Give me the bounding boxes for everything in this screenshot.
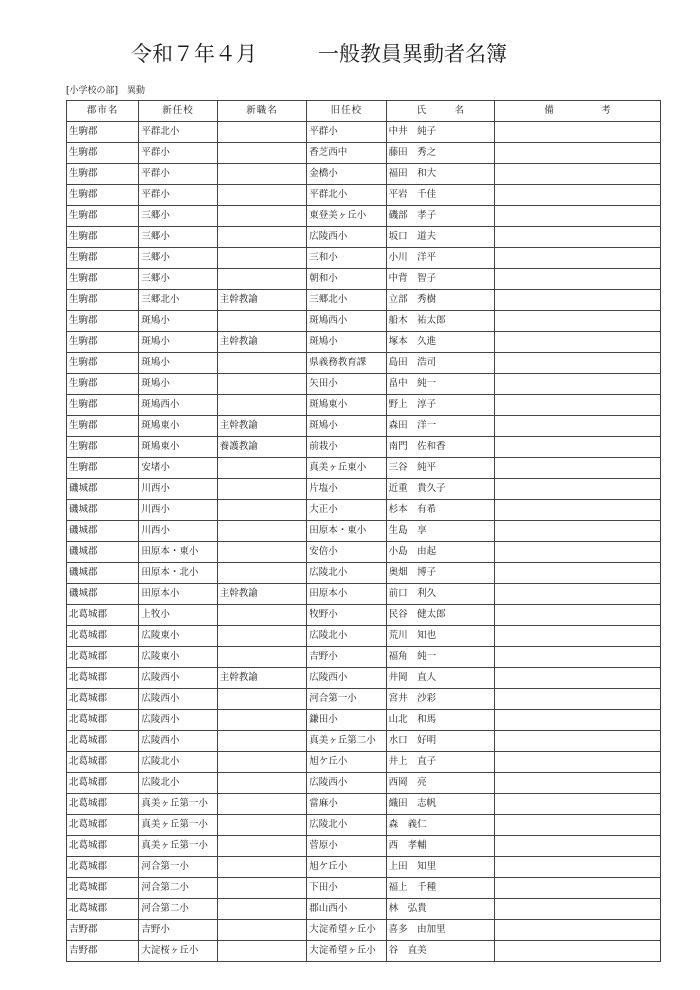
transfer-table (66, 100, 661, 962)
cell-new-school: 田原本小 (139, 584, 217, 605)
cell-district: 生駒郡 (67, 269, 139, 290)
cell-remarks (495, 689, 661, 710)
cell-new-school: 川西小 (139, 479, 217, 500)
cell-name: 福田 和大 (386, 164, 495, 185)
cell-name: 森田 洋一 (386, 416, 495, 437)
cell-name: 近重 貴久子 (386, 479, 495, 500)
cell-new-position (217, 794, 306, 815)
cell-new-position (217, 206, 306, 227)
cell-old-school: 鎌田小 (307, 710, 386, 731)
table-row (67, 353, 661, 374)
cell-old-school: 県義務教育課 (307, 353, 386, 374)
cell-old-school: 田原本小 (307, 584, 386, 605)
cell-remarks (495, 794, 661, 815)
cell-new-position (217, 122, 306, 143)
cell-new-position (217, 710, 306, 731)
cell-old-school: 當麻小 (307, 794, 386, 815)
cell-remarks (495, 269, 661, 290)
table-header-row (67, 101, 661, 122)
cell-new-school: 平群小 (139, 143, 217, 164)
cell-old-school: 平群小 (307, 122, 386, 143)
cell-new-position (217, 248, 306, 269)
cell-district: 生駒郡 (67, 122, 139, 143)
header-remarks: 備 考 (495, 101, 661, 122)
cell-new-position (217, 563, 306, 584)
table-row (67, 773, 661, 794)
cell-name: 織田 志帆 (386, 794, 495, 815)
cell-new-position: 主幹教諭 (217, 416, 306, 437)
cell-name: 林 弘貴 (386, 899, 495, 920)
cell-new-school: 斑鳩東小 (139, 416, 217, 437)
cell-new-position (217, 773, 306, 794)
cell-district: 生駒郡 (67, 353, 139, 374)
cell-district: 生駒郡 (67, 416, 139, 437)
cell-district: 生駒郡 (67, 311, 139, 332)
cell-old-school: 朝和小 (307, 269, 386, 290)
cell-new-school: 平群北小 (139, 122, 217, 143)
cell-old-school: 平群北小 (307, 185, 386, 206)
table-row (67, 143, 661, 164)
cell-new-position (217, 521, 306, 542)
table-row (67, 185, 661, 206)
cell-old-school: 金橋小 (307, 164, 386, 185)
table-row (67, 458, 661, 479)
cell-new-position (217, 185, 306, 206)
cell-new-school: 吉野小 (139, 920, 217, 941)
cell-new-position (217, 647, 306, 668)
table-row (67, 395, 661, 416)
cell-new-school: 上牧小 (139, 605, 217, 626)
cell-district: 北葛城郡 (67, 857, 139, 878)
cell-name: 西岡 亮 (386, 773, 495, 794)
cell-new-school: 真美ヶ丘第一小 (139, 815, 217, 836)
cell-old-school: 菅原小 (307, 836, 386, 857)
cell-name: 塚本 久進 (386, 332, 495, 353)
table-row (67, 857, 661, 878)
table-row (67, 899, 661, 920)
cell-old-school: 広陵北小 (307, 563, 386, 584)
table-row (67, 626, 661, 647)
table-row (67, 794, 661, 815)
cell-old-school: 広陵西小 (307, 227, 386, 248)
cell-name: 奥畑 博子 (386, 563, 495, 584)
cell-district: 吉野郡 (67, 941, 139, 962)
cell-name: 野上 淳子 (386, 395, 495, 416)
table-row (67, 836, 661, 857)
cell-old-school: 広陵西小 (307, 668, 386, 689)
cell-district: 北葛城郡 (67, 626, 139, 647)
table-row (67, 269, 661, 290)
cell-name: 小川 洋平 (386, 248, 495, 269)
table-row (67, 563, 661, 584)
table-row (67, 122, 661, 143)
cell-new-school: 三郷小 (139, 269, 217, 290)
table-row (67, 878, 661, 899)
header-old-school: 旧任校 (307, 101, 386, 122)
cell-remarks (495, 605, 661, 626)
cell-new-school: 広陵東小 (139, 647, 217, 668)
table-row (67, 290, 661, 311)
cell-new-position (217, 815, 306, 836)
cell-new-position (217, 899, 306, 920)
cell-old-school: 矢田小 (307, 374, 386, 395)
cell-remarks (495, 941, 661, 962)
cell-old-school: 安倍小 (307, 542, 386, 563)
header-new-school: 新任校 (139, 101, 217, 122)
cell-remarks (495, 773, 661, 794)
cell-district: 北葛城郡 (67, 836, 139, 857)
cell-remarks (495, 857, 661, 878)
cell-new-school: 平群小 (139, 185, 217, 206)
cell-new-position (217, 311, 306, 332)
table-row (67, 941, 661, 962)
cell-new-school: 斑鳩小 (139, 311, 217, 332)
cell-new-school: 河合第二小 (139, 878, 217, 899)
cell-old-school: 東登美ヶ丘小 (307, 206, 386, 227)
cell-remarks (495, 437, 661, 458)
cell-new-position: 養護教諭 (217, 437, 306, 458)
cell-remarks (495, 710, 661, 731)
cell-district: 北葛城郡 (67, 668, 139, 689)
cell-name: 畠中 純一 (386, 374, 495, 395)
cell-name: 立部 秀樹 (386, 290, 495, 311)
cell-new-position (217, 752, 306, 773)
cell-name: 藤田 秀之 (386, 143, 495, 164)
cell-remarks (495, 332, 661, 353)
cell-remarks (495, 836, 661, 857)
cell-new-school: 広陵東小 (139, 626, 217, 647)
cell-name: 荒川 知也 (386, 626, 495, 647)
cell-old-school: 前栽小 (307, 437, 386, 458)
cell-new-position (217, 143, 306, 164)
cell-old-school: 吉野小 (307, 647, 386, 668)
cell-name: 森 義仁 (386, 815, 495, 836)
cell-remarks (495, 878, 661, 899)
cell-remarks (495, 563, 661, 584)
table-row (67, 248, 661, 269)
cell-new-position (217, 857, 306, 878)
cell-new-position: 主幹教諭 (217, 332, 306, 353)
cell-district: 北葛城郡 (67, 752, 139, 773)
table-row (67, 206, 661, 227)
cell-district: 北葛城郡 (67, 710, 139, 731)
table-row (67, 542, 661, 563)
cell-remarks (495, 521, 661, 542)
cell-old-school: 旭ケ丘小 (307, 857, 386, 878)
cell-district: 北葛城郡 (67, 878, 139, 899)
table-row (67, 164, 661, 185)
cell-name: 中背 智子 (386, 269, 495, 290)
cell-name: 三谷 純平 (386, 458, 495, 479)
cell-new-school: 斑鳩小 (139, 374, 217, 395)
cell-name: 杉本 有希 (386, 500, 495, 521)
cell-old-school: 斑鳩東小 (307, 395, 386, 416)
cell-name: 中井 純子 (386, 122, 495, 143)
cell-new-position (217, 164, 306, 185)
cell-district: 生駒郡 (67, 374, 139, 395)
cell-name: 南門 佐和香 (386, 437, 495, 458)
cell-remarks (495, 479, 661, 500)
cell-new-school: 広陵西小 (139, 731, 217, 752)
cell-remarks (495, 185, 661, 206)
table-body (67, 122, 661, 962)
cell-district: 磯城郡 (67, 584, 139, 605)
cell-name: 島田 浩司 (386, 353, 495, 374)
table-row (67, 710, 661, 731)
cell-remarks (495, 311, 661, 332)
cell-district: 生駒郡 (67, 332, 139, 353)
cell-new-position: 主幹教諭 (217, 584, 306, 605)
cell-old-school: 広陵西小 (307, 773, 386, 794)
cell-remarks (495, 920, 661, 941)
cell-name: 磯部 孝子 (386, 206, 495, 227)
cell-district: 生駒郡 (67, 227, 139, 248)
cell-district: 生駒郡 (67, 395, 139, 416)
cell-new-school: 広陵西小 (139, 689, 217, 710)
cell-remarks (495, 122, 661, 143)
cell-new-position (217, 542, 306, 563)
cell-new-school: 大淀桜ヶ丘小 (139, 941, 217, 962)
cell-name: 西 孝輔 (386, 836, 495, 857)
table-row (67, 374, 661, 395)
cell-new-school: 斑鳩小 (139, 332, 217, 353)
header-district: 郡市名 (67, 101, 139, 122)
cell-old-school: 斑鳩西小 (307, 311, 386, 332)
cell-new-school: 三郷小 (139, 248, 217, 269)
table-row (67, 479, 661, 500)
cell-district: 生駒郡 (67, 185, 139, 206)
cell-remarks (495, 647, 661, 668)
cell-new-school: 田原本・北小 (139, 563, 217, 584)
cell-name: 上田 知里 (386, 857, 495, 878)
title-list-name: 一般教員異動者名簿 (318, 42, 507, 66)
cell-new-position (217, 479, 306, 500)
cell-remarks (495, 500, 661, 521)
cell-remarks (495, 731, 661, 752)
cell-new-position (217, 353, 306, 374)
cell-old-school: 斑鳩小 (307, 332, 386, 353)
section-label: [小学校の部] 異動 (66, 86, 146, 96)
table-row (67, 227, 661, 248)
cell-new-school: 三郷小 (139, 206, 217, 227)
cell-name: 井上 直子 (386, 752, 495, 773)
cell-name: 宮井 沙彩 (386, 689, 495, 710)
cell-new-school: 田原本・東小 (139, 542, 217, 563)
table-row (67, 815, 661, 836)
cell-remarks (495, 668, 661, 689)
cell-new-school: 広陵北小 (139, 773, 217, 794)
cell-district: 北葛城郡 (67, 605, 139, 626)
cell-new-school: 安堵小 (139, 458, 217, 479)
cell-district: 生駒郡 (67, 290, 139, 311)
cell-district: 北葛城郡 (67, 689, 139, 710)
cell-old-school: 牧野小 (307, 605, 386, 626)
cell-new-school: 川西小 (139, 521, 217, 542)
cell-new-position: 主幹教諭 (217, 290, 306, 311)
cell-new-school: 川西小 (139, 500, 217, 521)
cell-remarks (495, 143, 661, 164)
cell-old-school: 香芝西中 (307, 143, 386, 164)
cell-district: 生駒郡 (67, 458, 139, 479)
cell-district: 磯城郡 (67, 500, 139, 521)
cell-new-school: 広陵西小 (139, 710, 217, 731)
cell-new-school: 広陵北小 (139, 752, 217, 773)
cell-district: 生駒郡 (67, 437, 139, 458)
header-new-position: 新職名 (217, 101, 306, 122)
table-row (67, 584, 661, 605)
cell-old-school: 田原本・東小 (307, 521, 386, 542)
cell-old-school: 大正小 (307, 500, 386, 521)
cell-name: 前口 利久 (386, 584, 495, 605)
cell-new-school: 広陵西小 (139, 668, 217, 689)
cell-district: 北葛城郡 (67, 815, 139, 836)
cell-old-school: 河合第一小 (307, 689, 386, 710)
cell-district: 北葛城郡 (67, 731, 139, 752)
cell-remarks (495, 374, 661, 395)
cell-remarks (495, 395, 661, 416)
cell-name: 坂口 道夫 (386, 227, 495, 248)
table-row (67, 647, 661, 668)
table-row (67, 500, 661, 521)
cell-remarks (495, 584, 661, 605)
cell-new-position (217, 374, 306, 395)
cell-district: 磯城郡 (67, 521, 139, 542)
cell-district: 生駒郡 (67, 164, 139, 185)
title-date: 令和７年４月 (131, 42, 257, 66)
cell-new-position: 主幹教諭 (217, 668, 306, 689)
cell-old-school: 大淀希望ヶ丘小 (307, 941, 386, 962)
cell-name: 喜多 由加里 (386, 920, 495, 941)
cell-remarks (495, 626, 661, 647)
cell-new-position (217, 878, 306, 899)
cell-name: 小島 由起 (386, 542, 495, 563)
cell-new-position (217, 458, 306, 479)
cell-new-position (217, 227, 306, 248)
cell-district: 磯城郡 (67, 479, 139, 500)
cell-new-school: 河合第一小 (139, 857, 217, 878)
cell-name: 船木 祐太郎 (386, 311, 495, 332)
table-row (67, 332, 661, 353)
cell-remarks (495, 290, 661, 311)
cell-new-position (217, 731, 306, 752)
cell-name: 福角 純一 (386, 647, 495, 668)
cell-new-school: 真美ヶ丘第一小 (139, 836, 217, 857)
cell-remarks (495, 542, 661, 563)
cell-name: 民谷 健太郎 (386, 605, 495, 626)
table-row (67, 752, 661, 773)
cell-remarks (495, 248, 661, 269)
cell-district: 生駒郡 (67, 248, 139, 269)
cell-remarks (495, 752, 661, 773)
page-title (0, 38, 700, 68)
cell-name: 井岡 直人 (386, 668, 495, 689)
table-row (67, 605, 661, 626)
cell-district: 生駒郡 (67, 206, 139, 227)
cell-remarks (495, 227, 661, 248)
cell-district: 磯城郡 (67, 542, 139, 563)
cell-new-position (217, 920, 306, 941)
cell-old-school: 三郷北小 (307, 290, 386, 311)
cell-old-school: 真美ヶ丘東小 (307, 458, 386, 479)
cell-remarks (495, 458, 661, 479)
cell-district: 磯城郡 (67, 563, 139, 584)
cell-old-school: 広陵北小 (307, 626, 386, 647)
cell-new-school: 斑鳩西小 (139, 395, 217, 416)
cell-new-position (217, 395, 306, 416)
cell-remarks (495, 206, 661, 227)
cell-district: 吉野郡 (67, 920, 139, 941)
cell-remarks (495, 164, 661, 185)
cell-remarks (495, 353, 661, 374)
cell-old-school: 旭ケ丘小 (307, 752, 386, 773)
cell-new-position (217, 269, 306, 290)
cell-new-position (217, 689, 306, 710)
cell-old-school: 下田小 (307, 878, 386, 899)
cell-district: 北葛城郡 (67, 899, 139, 920)
cell-name: 平岩 千佳 (386, 185, 495, 206)
cell-new-position (217, 836, 306, 857)
cell-old-school: 大淀希望ヶ丘小 (307, 920, 386, 941)
cell-district: 北葛城郡 (67, 773, 139, 794)
cell-name: 水口 好明 (386, 731, 495, 752)
cell-district: 北葛城郡 (67, 647, 139, 668)
cell-name: 山北 和馬 (386, 710, 495, 731)
table-row (67, 920, 661, 941)
cell-remarks (495, 416, 661, 437)
cell-new-school: 河合第二小 (139, 899, 217, 920)
cell-new-position (217, 500, 306, 521)
cell-new-school: 斑鳩東小 (139, 437, 217, 458)
table-row (67, 689, 661, 710)
cell-old-school: 広陵北小 (307, 815, 386, 836)
cell-district: 北葛城郡 (67, 794, 139, 815)
cell-old-school: 三和小 (307, 248, 386, 269)
cell-new-position (217, 941, 306, 962)
header-name: 氏 名 (386, 101, 495, 122)
cell-new-position (217, 626, 306, 647)
table-row (67, 668, 661, 689)
cell-new-school: 斑鳩小 (139, 353, 217, 374)
table-row (67, 416, 661, 437)
cell-new-school: 平群小 (139, 164, 217, 185)
cell-new-school: 三郷小 (139, 227, 217, 248)
cell-old-school: 斑鳩小 (307, 416, 386, 437)
cell-name: 生島 享 (386, 521, 495, 542)
cell-name: 谷 直美 (386, 941, 495, 962)
cell-old-school: 郡山西小 (307, 899, 386, 920)
cell-new-school: 真美ヶ丘第一小 (139, 794, 217, 815)
table-row (67, 437, 661, 458)
cell-new-position (217, 605, 306, 626)
table-row (67, 731, 661, 752)
cell-new-school: 三郷北小 (139, 290, 217, 311)
cell-old-school: 真美ヶ丘第二小 (307, 731, 386, 752)
cell-old-school: 片塩小 (307, 479, 386, 500)
table-row (67, 521, 661, 542)
cell-district: 生駒郡 (67, 143, 139, 164)
cell-remarks (495, 815, 661, 836)
cell-remarks (495, 899, 661, 920)
cell-name: 福上 千種 (386, 878, 495, 899)
table-row (67, 311, 661, 332)
